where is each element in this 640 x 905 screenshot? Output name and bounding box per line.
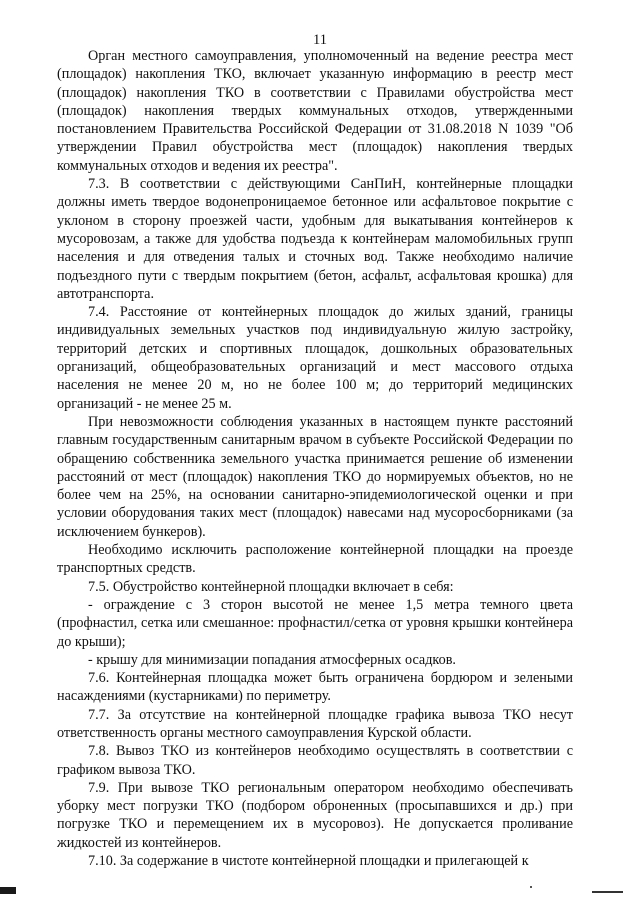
paragraph-7-10: 7.10. За содержание в чистоте контейнерной площадки и прилегающей к [88, 853, 529, 870]
footer-rule-mark [592, 891, 623, 893]
paragraph-7-9: 7.9. При вывозе ТКО региональным оператором необходимо обеспечивать уборку мест погрузки ТКО (подбором оброненных (просыпавшихся и др.) при погрузке ТКО и перемещением их в мусоровоз). Не допускается проливание жидкостей из контейнеров. [57, 779, 573, 851]
document-body [57, 47, 573, 870]
paragraph-7-8: 7.8. Вывоз ТКО из контейнеров необходимо осуществлять в соответствии с графиком вывоза ТКО. [57, 743, 573, 778]
paragraph-distance-exception: При невозможности соблюдения указанных в настоящем пункте расстояний главным государственным санитарным врачом в субъекте Российской Федерации по обращению собственника земельного участка принимается решение об изменении расстояний от мест (площадок) накопления ТКО до нормируемых объектов, но не более чем на 25%, на основании санитарно-эпидемиологической оценки и при условии оборудования таких мест (площадок) навесами над мусоросборниками (за исключением бункеров). [57, 413, 573, 540]
scan-edge-mark [0, 887, 16, 894]
paragraph-7-5: 7.5. Обустройство контейнерной площадки включает в себя: [88, 578, 454, 595]
paragraph-7-6: 7.6. Контейнерная площадка может быть ограничена бордюром и зелеными насаждениями (кустарниками) по периметру. [57, 670, 573, 705]
paragraph-7-3: 7.3. В соответствии с действующими СанПиН, контейнерные площадки должны иметь твердое водонепроницаемое бетонное или асфальтовое покрытие с уклоном в сторону проезжей части, удобным для выкатывания контейнеров к мусоровозам, а также для удобства подъезда к контейнерам маломобильных групп населения и для отведения талых и сточных вод. Также необходимо наличие подъездного пути с твердым покрытием (бетон, асфальт, асфальтовая крошка) для автотранспорта. [57, 176, 573, 302]
paragraph-7-7: 7.7. За отсутствие на контейнерной площадке графика вывоза ТКО несут ответственность органы местного самоуправления Курской области. [57, 706, 573, 741]
paragraph-registry: Орган местного самоуправления, уполномоченный на ведение реестра мест (площадок) накопления ТКО, включает указанную информацию в реестр мест (площадок) накопления ТКО в соответствии с Правилами обустройства мест (площадок) накопления твердых коммунальных отходов, утвержденными постановлением Правительства Российской Федерации от 31.08.2018 N 1039 "Об утверждении Правил обустройства мест (площадок) накопления твердых коммунальных отходов и ведения их реестра". [57, 48, 573, 174]
page-number: 11 [313, 32, 327, 48]
paragraph-7-4: 7.4. Расстояние от контейнерных площадок до жилых зданий, границы индивидуальных земельных участков под индивидуальную жилую застройку, территорий детских и спортивных площадок, дошкольных образовательных организаций, общеобразовательных организаций и мест массового отдыха населения не менее 20 м, но не более 100 м; до территорий медицинских организаций - не менее 25 м. [57, 304, 573, 412]
paragraph-exclude-roadway: Необходимо исключить расположение контейнерной площадки на проезде транспортных средств. [57, 542, 573, 577]
scan-dust-mark [530, 886, 532, 888]
list-item-roof: - крышу для минимизации попадания атмосферных осадков. [88, 651, 456, 668]
list-item-fence: - ограждение с 3 сторон высотой не менее 1,5 метра темного цвета (профнастил, сетка или смешанное: профнастил/сетка от уровня крышки контейнера до крыши); [57, 596, 573, 650]
